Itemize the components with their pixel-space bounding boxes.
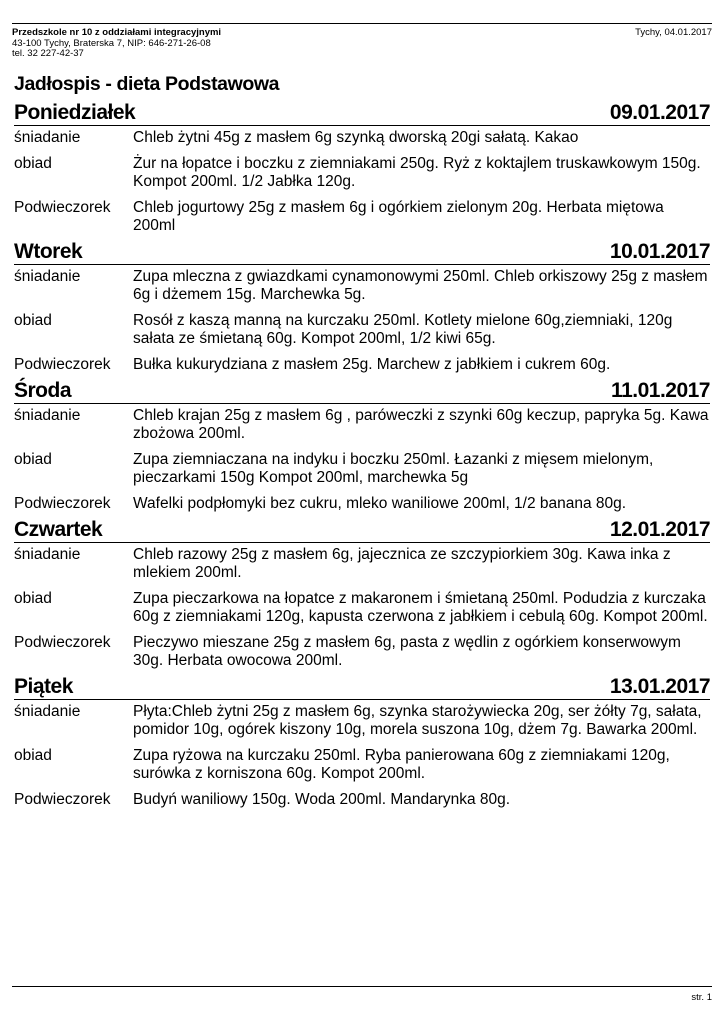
- meal-label: śniadanie: [14, 546, 81, 563]
- meal-description: Bułka kukurydziana z masłem 25g. Marchew z jabłkiem i cukrem 60g.: [133, 356, 611, 373]
- document-date: Tychy, 04.01.2017: [635, 27, 712, 38]
- meal-description: Chleb krajan 25g z masłem 6g , paróweczki z szynki 60g keczup, papryka 5g. Kawa zbożowa 200ml.: [133, 407, 709, 442]
- day-section: [14, 99, 710, 235]
- meal-description: Chleb razowy 25g z masłem 6g, jajecznica ze szczypiorkiem 30g. Kawa inka z mlekiem 200ml.: [133, 546, 671, 581]
- meal-label: śniadanie: [14, 129, 81, 146]
- meal-description: Rosół z kaszą manną na kurczaku 250ml. Kotlety mielone 60g,ziemniaki, 120g sałata ze śmietaną 60g. Kompot 200ml, 1/2 kiwi 65g.: [133, 312, 673, 347]
- day-section: [14, 516, 710, 670]
- meal-description: Wafelki podpłomyki bez cukru, mleko waniliowe 200ml, 1/2 banana 80g.: [133, 495, 627, 512]
- meal-label: śniadanie: [14, 703, 81, 720]
- meal-row: [14, 199, 710, 235]
- day-name: Czwartek: [14, 518, 103, 541]
- meal-description: Żur na łopatce i boczku z ziemniakami 250g. Ryż z koktajlem truskawkowym 150g. Kompot 200ml. 1/2 Jabłka 120g.: [133, 155, 701, 190]
- meal-row: [14, 312, 710, 348]
- menu-title: Jadłospis - dieta Podstawowa: [14, 73, 280, 95]
- day-date: 10.01.2017: [609, 240, 710, 263]
- organization-name: Przedszkole nr 10 z oddziałami integracyjnymi: [12, 27, 222, 38]
- meal-label: śniadanie: [14, 407, 81, 424]
- meal-label: Podwieczorek: [14, 199, 111, 216]
- meal-row: [14, 791, 710, 809]
- document-footer: [12, 986, 712, 1003]
- meal-description: Zupa pieczarkowa na łopatce z makaronem i śmietaną 250ml. Podudzia z kurczaka 60g z ziemniakami 120g, kapusta czerwona z jabłkiem i cebulą 60g. Kompot 200ml.: [133, 590, 708, 625]
- meal-row: [14, 495, 710, 513]
- day-date: 12.01.2017: [609, 518, 710, 541]
- meal-description: Zupa mleczna z gwiazdkami cynamonowymi 250ml. Chleb orkiszowy 25g z masłem 6g i dżemem 15g. Marchewka 5g.: [133, 268, 708, 303]
- meal-row: [14, 356, 710, 374]
- day-header: [14, 99, 710, 126]
- day-date: 09.01.2017: [609, 101, 710, 124]
- day-section: [14, 238, 710, 374]
- meal-row: [14, 129, 710, 147]
- meal-row: [14, 407, 710, 443]
- meal-label: Podwieczorek: [14, 495, 111, 512]
- day-section: [14, 673, 710, 809]
- day-name: Środa: [14, 379, 72, 402]
- meal-label: obiad: [14, 451, 52, 468]
- meal-row: [14, 703, 710, 739]
- page-number: str. 1: [691, 992, 712, 1003]
- meal-description: Chleb jogurtowy 25g z masłem 6g i ogórkiem zielonym 20g. Herbata miętowa 200ml: [133, 199, 664, 234]
- meal-description: Chleb żytni 45g z masłem 6g szynką dworską 20gi sałatą. Kakao: [133, 129, 579, 146]
- meal-description: Płyta:Chleb żytni 25g z masłem 6g, szynka starożywiecka 20g, ser żółty 7g, sałata, pomidor 10g, ogórek kiszony 10g, morela suszona 10g, dżem 7g. Bawarka 200ml.: [133, 703, 702, 738]
- meal-row: [14, 590, 710, 626]
- meal-row: [14, 747, 710, 783]
- header-rule: [12, 23, 712, 24]
- meal-label: obiad: [14, 312, 52, 329]
- organization-phone: tel. 32 227-42-37: [12, 48, 84, 59]
- day-name: Wtorek: [14, 240, 83, 263]
- day-section: [14, 377, 710, 513]
- day-name: Piątek: [14, 675, 73, 698]
- meal-label: Podwieczorek: [14, 634, 111, 651]
- day-date: 11.01.2017: [611, 379, 710, 402]
- meal-label: Podwieczorek: [14, 791, 111, 808]
- day-header: [14, 377, 710, 404]
- meal-label: obiad: [14, 155, 52, 172]
- meal-description: Budyń waniliowy 150g. Woda 200ml. Mandarynka 80g.: [133, 791, 511, 808]
- meal-row: [14, 634, 710, 670]
- meal-description: Zupa ryżowa na kurczaku 250ml. Ryba panierowana 60g z ziemniakami 120g, surówka z korniszona 60g. Kompot 200ml.: [133, 747, 670, 782]
- weekly-menu: [14, 99, 710, 809]
- meal-row: [14, 155, 710, 191]
- day-date: 13.01.2017: [609, 675, 710, 698]
- meal-label: Podwieczorek: [14, 356, 111, 373]
- day-header: [14, 516, 710, 543]
- meal-row: [14, 546, 710, 582]
- meal-label: obiad: [14, 590, 52, 607]
- day-name: Poniedziałek: [14, 101, 136, 124]
- meal-label: obiad: [14, 747, 52, 764]
- day-header: [14, 238, 710, 265]
- organization-address: 43-100 Tychy, Braterska 7, NIP: 646-271-26-08: [12, 38, 211, 49]
- meal-row: [14, 268, 710, 304]
- day-header: [14, 673, 710, 700]
- meal-row: [14, 451, 710, 487]
- meal-description: Pieczywo mieszane 25g z masłem 6g, pasta z wędlin z ogórkiem konserwowym 30g. Herbata owocowa 200ml.: [133, 634, 681, 669]
- meal-label: śniadanie: [14, 268, 81, 285]
- meal-description: Zupa ziemniaczana na indyku i boczku 250ml. Łazanki z mięsem mielonym, pieczarkami 150g Kompot 200ml, marchewka 5g: [133, 451, 654, 486]
